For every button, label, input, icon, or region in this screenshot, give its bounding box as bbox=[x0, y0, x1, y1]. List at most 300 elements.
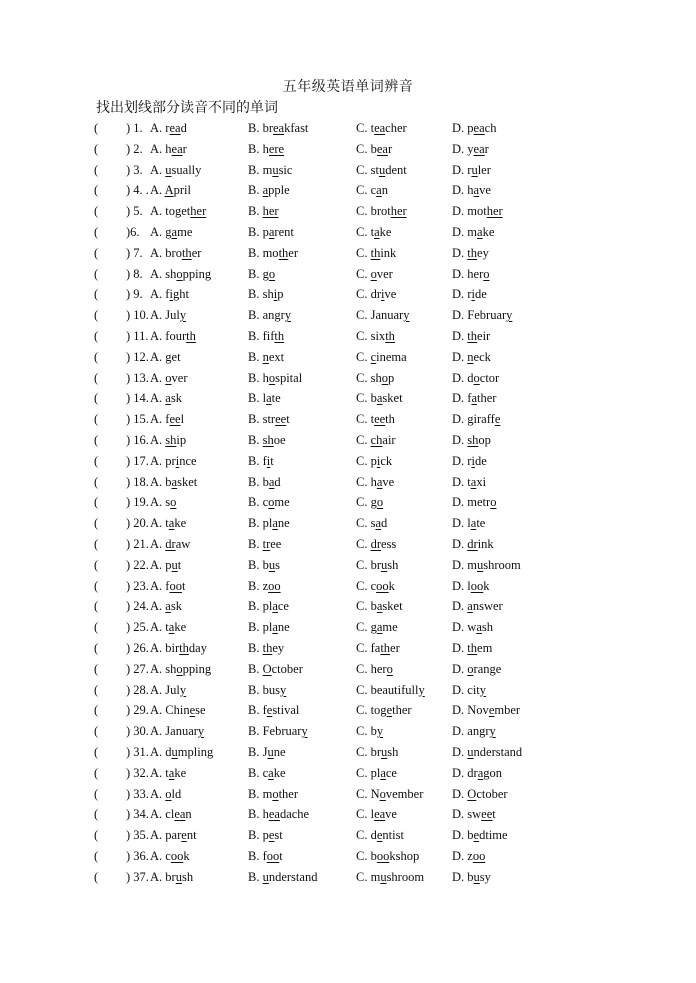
question-row bbox=[0, 326, 696, 347]
option-text: A. bbox=[150, 599, 166, 614]
option-text: D. r bbox=[452, 453, 472, 468]
option-c bbox=[356, 451, 392, 471]
option-text: A. par bbox=[150, 828, 182, 843]
option-a bbox=[150, 305, 186, 325]
option-c bbox=[356, 492, 383, 512]
question-row bbox=[0, 804, 696, 825]
option-text: nt bbox=[186, 828, 197, 843]
option-b bbox=[248, 409, 290, 429]
option-text: de bbox=[474, 287, 487, 302]
option-a bbox=[150, 409, 184, 429]
option-text: ink bbox=[477, 536, 494, 551]
option-text: ke bbox=[379, 224, 392, 239]
underlined-letters: u bbox=[378, 162, 386, 177]
answer-blank: ( bbox=[94, 183, 99, 198]
question-row bbox=[0, 596, 696, 617]
option-text: ther bbox=[477, 391, 497, 406]
underlined-letters: a bbox=[477, 224, 483, 239]
option-text: pping bbox=[182, 266, 212, 281]
underlined-letters: o bbox=[272, 786, 279, 801]
option-text: rent bbox=[274, 224, 294, 239]
question-number: )6. bbox=[126, 224, 140, 239]
underlined-letters: u bbox=[262, 869, 269, 884]
question-row bbox=[0, 492, 696, 513]
option-c bbox=[356, 160, 407, 180]
option-text: B. bbox=[248, 432, 263, 447]
option-text: D. bbox=[452, 786, 468, 801]
option-a bbox=[150, 160, 201, 180]
option-text: A. c bbox=[150, 848, 171, 863]
option-text: A. bro bbox=[150, 245, 182, 260]
option-text: stival bbox=[272, 703, 300, 718]
underlined-letters: a bbox=[376, 599, 383, 614]
underlined-letters: o bbox=[268, 266, 276, 281]
underlined-letters: i bbox=[376, 453, 381, 468]
option-text: aw bbox=[175, 536, 191, 551]
option-c bbox=[356, 534, 396, 554]
question-number: ) 9. bbox=[126, 287, 143, 302]
underlined-letters: oo bbox=[169, 578, 182, 593]
question-number: ) 7. bbox=[126, 245, 143, 260]
option-a bbox=[150, 700, 206, 720]
answer-blank: ( bbox=[94, 536, 99, 551]
answer-blank: ( bbox=[94, 724, 99, 739]
underlined-letters: o bbox=[165, 786, 172, 801]
option-text: D. m bbox=[452, 224, 477, 239]
option-d bbox=[452, 700, 520, 720]
option-text: ce bbox=[277, 599, 289, 614]
option-a bbox=[150, 617, 186, 637]
option-text: C. t bbox=[356, 121, 375, 135]
option-text: ess bbox=[381, 536, 397, 551]
underlined-letters: th bbox=[370, 245, 381, 260]
option-text: A. Januar bbox=[150, 724, 198, 739]
option-text: C. st bbox=[356, 162, 379, 177]
question-row bbox=[0, 180, 696, 201]
option-text: A. Chin bbox=[150, 703, 190, 718]
option-text: ctober bbox=[476, 786, 508, 801]
underlined-letters: u bbox=[467, 744, 474, 759]
option-c bbox=[356, 201, 407, 221]
underlined-letters: a bbox=[168, 516, 175, 531]
underlined-letters: y bbox=[179, 308, 187, 323]
option-text: ler bbox=[477, 162, 491, 177]
answer-blank: ( bbox=[94, 869, 99, 884]
option-text: A. bbox=[150, 391, 166, 406]
question-number: ) 15. bbox=[126, 412, 149, 427]
question-row bbox=[0, 347, 696, 368]
option-text: vember bbox=[385, 786, 424, 801]
option-d bbox=[452, 201, 503, 221]
option-text: C. brot bbox=[356, 204, 391, 219]
option-text: l bbox=[180, 412, 185, 427]
underlined-letters: ee bbox=[481, 807, 493, 822]
option-d bbox=[452, 555, 521, 575]
option-text: t bbox=[492, 807, 496, 822]
option-d bbox=[452, 326, 490, 346]
underlined-letters: oo bbox=[376, 848, 390, 863]
option-text: ver bbox=[171, 370, 188, 385]
underlined-letters: a bbox=[171, 224, 178, 239]
option-a bbox=[150, 638, 207, 658]
option-a bbox=[150, 368, 188, 388]
underlined-letters: ea bbox=[174, 807, 186, 822]
option-text: nderstand bbox=[268, 869, 318, 884]
option-text: r bbox=[182, 141, 187, 156]
option-text: D. m bbox=[452, 557, 477, 572]
question-row bbox=[0, 284, 696, 305]
question-row bbox=[0, 305, 696, 326]
answer-blank: ( bbox=[94, 287, 99, 302]
answer-blank: ( bbox=[94, 848, 99, 863]
underlined-letters: i bbox=[169, 287, 173, 302]
option-text: A. sh bbox=[150, 266, 177, 281]
option-b bbox=[248, 742, 286, 762]
underlined-letters: e bbox=[266, 703, 273, 718]
underlined-letters: oo bbox=[472, 848, 486, 863]
option-text: sually bbox=[171, 162, 202, 177]
option-text: d bbox=[180, 121, 187, 135]
underlined-letters: ch bbox=[370, 432, 383, 447]
answer-blank: ( bbox=[94, 224, 99, 239]
option-text: kshop bbox=[389, 848, 420, 863]
option-text: C. g bbox=[356, 620, 377, 635]
underlined-letters: oo bbox=[268, 578, 281, 593]
option-text: B. Februar bbox=[248, 724, 302, 739]
option-a bbox=[150, 763, 186, 783]
option-text: B. b bbox=[248, 557, 269, 572]
option-c bbox=[356, 243, 396, 263]
underlined-letters: O bbox=[467, 786, 477, 801]
underlined-letters: i bbox=[266, 453, 271, 468]
underlined-letters: o bbox=[176, 661, 183, 676]
underlined-letters: e bbox=[376, 828, 383, 843]
option-text: ke bbox=[482, 224, 495, 239]
option-text: ntist bbox=[382, 828, 404, 843]
option-b bbox=[248, 680, 286, 700]
underlined-letters: a bbox=[376, 391, 383, 406]
option-text: ke bbox=[174, 765, 187, 780]
option-text: t bbox=[177, 557, 182, 572]
underlined-letters: th bbox=[181, 245, 192, 260]
answer-blank: ( bbox=[94, 661, 99, 676]
underlined-letters: u bbox=[471, 162, 478, 177]
option-text: C. d bbox=[356, 828, 377, 843]
underlined-letters: ea bbox=[171, 141, 183, 156]
question-row bbox=[0, 513, 696, 534]
option-text: k bbox=[483, 578, 490, 593]
option-text: d bbox=[381, 516, 388, 531]
option-text: ey bbox=[272, 640, 285, 655]
option-text: D. mot bbox=[452, 204, 487, 219]
option-text: em bbox=[477, 640, 493, 655]
option-text: A. Jul bbox=[150, 308, 180, 323]
underlined-letters: ea bbox=[268, 807, 280, 822]
option-text: ext bbox=[268, 349, 285, 364]
answer-blank: ( bbox=[94, 557, 99, 572]
underlined-letters: her bbox=[262, 204, 279, 219]
option-text: A. sh bbox=[150, 661, 177, 676]
answer-blank: ( bbox=[94, 786, 99, 801]
option-text: sket bbox=[177, 474, 198, 489]
option-text: A. Jul bbox=[150, 682, 180, 697]
option-d bbox=[452, 492, 496, 512]
underlined-letters: a bbox=[376, 620, 383, 635]
option-text: C. p bbox=[356, 453, 377, 468]
option-text: C. bbox=[356, 536, 371, 551]
option-c bbox=[356, 659, 393, 679]
option-text: B. g bbox=[248, 266, 269, 281]
option-text: C. l bbox=[356, 807, 375, 822]
option-c bbox=[356, 846, 419, 866]
underlined-letters: o bbox=[176, 266, 183, 281]
option-text: dtime bbox=[479, 828, 508, 843]
option-text: D. r bbox=[452, 162, 472, 177]
option-text: ctor bbox=[479, 370, 500, 385]
underlined-letters: a bbox=[380, 765, 386, 780]
option-text: D. cit bbox=[452, 682, 480, 697]
option-text: D. t bbox=[452, 474, 471, 489]
option-text: inema bbox=[376, 349, 407, 364]
option-text: C. t bbox=[356, 224, 375, 239]
underlined-letters: sh bbox=[262, 432, 274, 447]
underlined-letters: e bbox=[181, 828, 187, 843]
underlined-letters: n bbox=[262, 349, 269, 364]
option-text: D. giraff bbox=[452, 412, 495, 427]
question-number: ) 8. bbox=[126, 266, 143, 281]
option-a bbox=[150, 180, 191, 200]
option-text: C. c bbox=[356, 578, 377, 593]
underlined-letters: i bbox=[471, 453, 475, 468]
option-text: A. bbox=[150, 432, 166, 447]
option-text: C. tog bbox=[356, 703, 387, 718]
option-text: D. Nov bbox=[452, 703, 489, 718]
option-text: C. m bbox=[356, 869, 381, 884]
underlined-letters: i bbox=[381, 287, 385, 302]
option-text: spital bbox=[275, 370, 303, 385]
option-text: A. bbox=[150, 162, 166, 177]
option-d bbox=[452, 763, 502, 783]
option-text: B. bbox=[248, 661, 263, 676]
option-text: te bbox=[271, 391, 281, 406]
option-text: k bbox=[183, 848, 190, 863]
question-row bbox=[0, 160, 696, 181]
question-row bbox=[0, 867, 696, 888]
option-text: ne bbox=[273, 744, 286, 759]
underlined-letters: a bbox=[376, 183, 382, 198]
option-a bbox=[150, 680, 186, 700]
option-c bbox=[356, 867, 424, 887]
option-text: A. f bbox=[150, 287, 170, 302]
underlined-letters: o bbox=[490, 495, 497, 510]
option-c bbox=[356, 347, 407, 367]
underlined-letters: a bbox=[165, 391, 171, 406]
option-b bbox=[248, 721, 308, 741]
answer-blank: ( bbox=[94, 349, 99, 364]
option-text: sket bbox=[382, 391, 403, 406]
underlined-letters: e bbox=[386, 703, 393, 718]
option-text: B. h bbox=[248, 370, 269, 385]
option-text: sk bbox=[170, 391, 182, 406]
underlined-letters: a bbox=[470, 516, 477, 531]
option-d bbox=[452, 680, 486, 700]
option-a bbox=[150, 534, 190, 554]
option-text: day bbox=[188, 640, 207, 655]
option-text: C. br bbox=[356, 557, 381, 572]
option-d bbox=[452, 409, 500, 429]
option-a bbox=[150, 451, 197, 471]
underlined-letters: th bbox=[467, 640, 478, 655]
option-a bbox=[150, 659, 211, 679]
answer-blank: ( bbox=[94, 121, 99, 135]
underlined-letters: e bbox=[189, 703, 196, 718]
question-row bbox=[0, 742, 696, 763]
option-text: D. sw bbox=[452, 807, 482, 822]
question-number: ) 2. bbox=[126, 141, 143, 156]
option-text: D. bbox=[452, 536, 468, 551]
underlined-letters: u bbox=[473, 869, 480, 884]
option-text: A. four bbox=[150, 328, 187, 343]
question-number: ) 5. bbox=[126, 204, 143, 219]
underlined-letters: o bbox=[483, 266, 490, 281]
option-b bbox=[248, 763, 286, 783]
option-b bbox=[248, 201, 279, 221]
option-text: n bbox=[381, 183, 388, 198]
question-number: ) 31. bbox=[126, 744, 149, 759]
option-text: B. pl bbox=[248, 516, 273, 531]
question-number: ) 19. bbox=[126, 495, 149, 510]
underlined-letters: ea bbox=[376, 141, 388, 156]
underlined-letters: u bbox=[268, 557, 276, 572]
underlined-letters: o bbox=[165, 370, 172, 385]
option-text: ld bbox=[171, 786, 182, 801]
option-text: A. t bbox=[150, 516, 169, 531]
underlined-letters: dr bbox=[165, 536, 176, 551]
answer-blank: ( bbox=[94, 828, 99, 843]
option-text: air bbox=[382, 432, 396, 447]
option-text: A. s bbox=[150, 495, 171, 510]
underlined-letters: a bbox=[477, 765, 484, 780]
question-number: ) 16. bbox=[126, 432, 149, 447]
question-number: ) 11. bbox=[126, 328, 149, 343]
option-a bbox=[150, 492, 176, 512]
option-b bbox=[248, 804, 309, 824]
option-text: C. br bbox=[356, 744, 381, 759]
question-row bbox=[0, 638, 696, 659]
question-row bbox=[0, 659, 696, 680]
option-a bbox=[150, 742, 213, 762]
answer-blank: ( bbox=[94, 599, 99, 614]
option-a bbox=[150, 118, 187, 138]
option-b bbox=[248, 222, 294, 242]
underlined-letters: o bbox=[381, 370, 388, 385]
answer-blank: ( bbox=[94, 744, 99, 759]
question-row bbox=[0, 721, 696, 742]
answer-blank: ( bbox=[94, 703, 99, 718]
option-text: C. six bbox=[356, 328, 386, 343]
option-text: pril bbox=[173, 183, 191, 198]
option-text: A. t bbox=[150, 620, 169, 635]
option-text: D. bbox=[452, 640, 468, 655]
option-text: t bbox=[279, 848, 283, 863]
underlined-letters: ee bbox=[169, 412, 181, 427]
option-c bbox=[356, 368, 394, 388]
question-number: ) 33. bbox=[126, 786, 149, 801]
question-list bbox=[0, 118, 696, 887]
underlined-letters: oo bbox=[470, 578, 484, 593]
question-number: ) 1. bbox=[126, 121, 143, 135]
question-row bbox=[0, 700, 696, 721]
option-text: B. h bbox=[248, 807, 269, 822]
option-text: D. bbox=[452, 599, 468, 614]
question-row bbox=[0, 222, 696, 243]
question-number: ) 13. bbox=[126, 370, 149, 385]
option-b bbox=[248, 846, 283, 866]
option-b bbox=[248, 784, 298, 804]
underlined-letters: i bbox=[471, 287, 475, 302]
underlined-letters: ea bbox=[374, 807, 386, 822]
option-a bbox=[150, 201, 206, 221]
underlined-letters: tr bbox=[262, 536, 271, 551]
underlined-letters: ea bbox=[473, 141, 485, 156]
option-d bbox=[452, 742, 522, 762]
option-text: t bbox=[270, 453, 274, 468]
option-b bbox=[248, 305, 291, 325]
question-number: ) 17. bbox=[126, 453, 149, 468]
option-text: et bbox=[171, 349, 181, 364]
underlined-letters: a bbox=[467, 599, 473, 614]
option-text: ther bbox=[278, 786, 298, 801]
underlined-letters: o bbox=[386, 661, 393, 676]
option-text: ght bbox=[172, 287, 189, 302]
option-a bbox=[150, 388, 182, 408]
underlined-letters: oo bbox=[266, 848, 280, 863]
option-text: B. c bbox=[248, 495, 269, 510]
question-number: ) 10. bbox=[126, 308, 149, 323]
underlined-letters: a bbox=[470, 474, 477, 489]
underlined-letters: n bbox=[467, 349, 474, 364]
option-text: A. r bbox=[150, 121, 170, 135]
option-text: B. c bbox=[248, 765, 269, 780]
option-text: C. her bbox=[356, 661, 387, 676]
option-text: B. bbox=[248, 869, 263, 884]
question-number: ) 21. bbox=[126, 536, 149, 551]
option-text: C. b bbox=[356, 599, 377, 614]
underlined-letters: y bbox=[301, 724, 308, 739]
option-text: C. g bbox=[356, 495, 377, 510]
option-a bbox=[150, 804, 192, 824]
option-text: ey bbox=[477, 245, 489, 260]
option-c bbox=[356, 784, 423, 804]
option-text: C. s bbox=[356, 516, 376, 531]
option-text: C. pl bbox=[356, 765, 381, 780]
underlined-letters: o bbox=[379, 786, 386, 801]
underlined-letters: o bbox=[268, 495, 275, 510]
option-c bbox=[356, 638, 400, 658]
option-text: ke bbox=[273, 765, 286, 780]
question-number: ) 26. bbox=[126, 640, 149, 655]
option-b bbox=[248, 118, 308, 138]
underlined-letters: y bbox=[479, 682, 487, 697]
option-text: ip bbox=[176, 432, 187, 447]
underlined-letters: sh bbox=[467, 432, 479, 447]
option-text: C. dr bbox=[356, 287, 381, 302]
underlined-letters: a bbox=[272, 620, 278, 635]
option-text: sk bbox=[170, 599, 182, 614]
option-d bbox=[452, 472, 486, 492]
option-d bbox=[452, 160, 491, 180]
option-text: D. f bbox=[452, 391, 472, 406]
